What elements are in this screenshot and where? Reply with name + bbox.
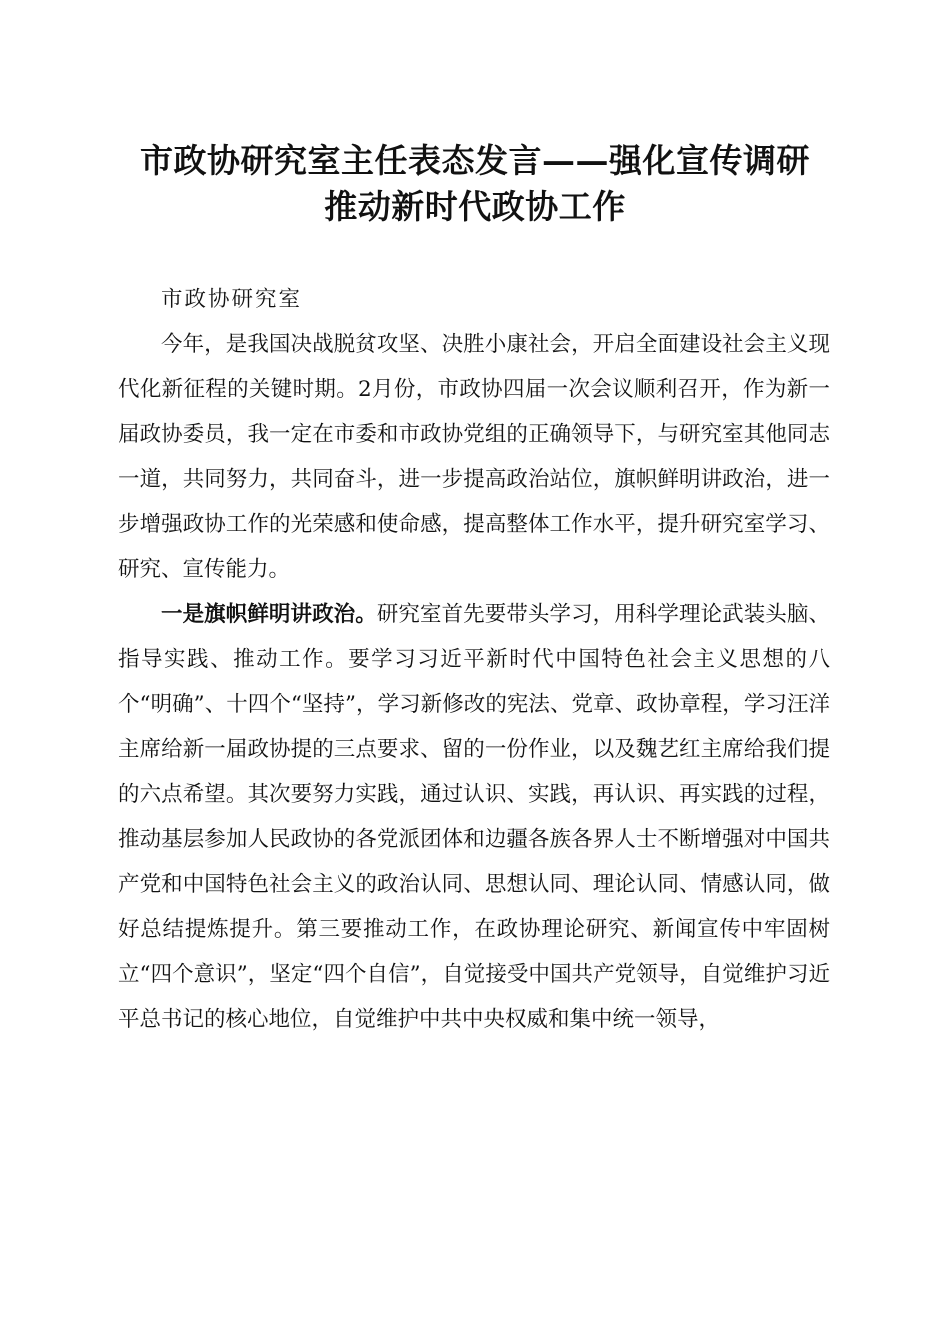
paragraph-2-body: 研究室首先要带头学习，用科学理论武装头脑、指导实践、推动工作。要学习习近平新时代中国特色社会主义思想的八个“明确”、十四个“坚持”，学习新修改的宪法、党章、政协章程，学习汪洋主席给新一届政协提的三点要求、留的一份作业，以及魏艺红主席给我们提的六点希望。其次要努力实践，通过认识、实践，再认识、再实践的过程，推动基层参加人民政协的各党派团体和边疆各族各界人士不断增强对中国共产党和中国特色社会主义的政治认同、思想认同、理论认同、情感认同，做好总结提炼提升。第三要推动工作，在政协理论研究、新闻宣传中牢固树立“四个意识”，坚定“四个自信”，自觉接受中国共产党领导，自觉维护习近平总书记的核心地位，自觉维护中共中央权威和集中统一领导， bbox=[118, 602, 830, 1032]
paragraph-1: 今年，是我国决战脱贫攻坚、决胜小康社会，开启全面建设社会主义现代化新征程的关键时期。2月份，市政协四届一次会议顺利召开，作为新一届政协委员，我一定在市委和市政协党组的正确领导下，与研究室其他同志一道，共同努力，共同奋斗，进一步提高政治站位，旗帜鲜明讲政治，进一步增强政协工作的光荣感和使命感，提高整体工作水平，提升研究室学习、研究、宣传能力。 bbox=[118, 332, 830, 582]
paragraph-2 bbox=[118, 592, 830, 1042]
paragraph-2-lead: 一是旗帜鲜明讲政治。 bbox=[161, 602, 377, 627]
document-title-line-2: 推动新时代政协工作 bbox=[324, 187, 626, 226]
author-line: 市政协研究室 bbox=[161, 287, 303, 312]
document-body bbox=[118, 277, 830, 1042]
document-title-line-1: 市政协研究室主任表态发言——强化宣传调研 bbox=[140, 141, 810, 180]
document-title bbox=[100, 138, 850, 230]
